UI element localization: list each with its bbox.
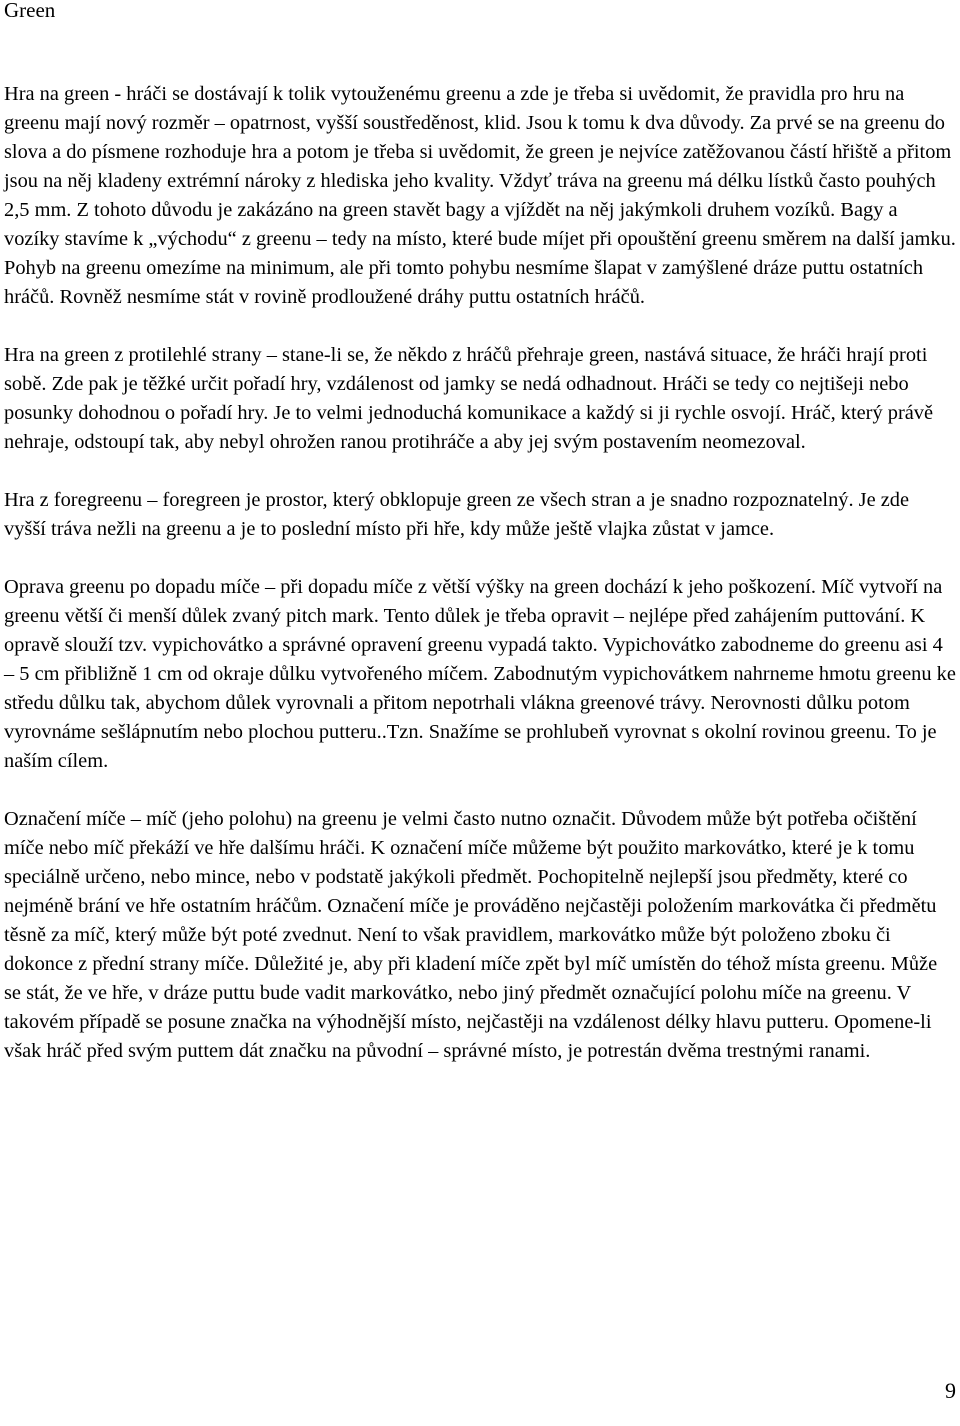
- document-body: [4, 80, 956, 1066]
- paragraph-hra-z-protilehle-strany: Hra na green z protilehlé strany – stane-li se, že někdo z hráčů přehraje green, nastává situace, že hráči hrají proti sobě. Zde pak je těžké určit pořadí hry, vzdálenost od jamky se nedá odhadnout. Hráči se tedy co nejtišeji nebo posunky dohodnou o pořadí hry. Je to velmi jednoduchá komunikace a každý si ji rychle osvojí. Hráč, který právě nehraje, odstoupí tak, aby nebyl ohrožen ranou protihráče a aby jej svým postavením neomezoval.: [4, 344, 934, 453]
- paragraph-hra-na-green: Hra na green - hráči se dostávají k tolik vytouženému greenu a zde je třeba si uvědomit, že pravidla pro hru na greenu mají nový rozměr – opatrnost, vyšší soustředěnost, klid. Jsou k tomu k dva důvody. Za prvé se na greenu do slova a do písmene rozhoduje hra a potom je třeba si uvědomit, že green je nejvíce zatěžovanou částí hřiště a přitom jsou na něj kladeny extrémní nároky z hlediska jeho kvality. Vždyť tráva na greenu má délku lístků často pouhých 2,5 mm. Z tohoto důvodu je zakázáno na green stavět bagy a vjíždět na něj jakýmkoli druhem vozíků. Bagy a vozíky stavíme k „východu“ z greenu – tedy na místo, které bude míjet při opouštění greenu směrem na další jamku. Pohyb na greenu omezíme na minimum, ale při tomto pohybu nesmíme šlapat v zamýšlené dráze puttu ostatních hráčů. Rovněž nesmíme stát v rovině prodloužené dráhy puttu ostatních hráčů.: [4, 83, 956, 308]
- page-title: Green: [4, 0, 56, 22]
- paragraph-hra-z-foregreenu: Hra z foregreenu – foregreen je prostor, který obklopuje green ze všech stran a je snadno rozpoznatelný. Je zde vyšší tráva nežli na greenu a je to poslední místo při hře, kdy může ještě vlajka zůstat v jamce.: [4, 489, 910, 540]
- paragraph-oznaceni-mice: Označení míče – míč (jeho polohu) na greenu je velmi často nutno označit. Důvodem může být potřeba očištění míče nebo míč překáží ve hře dalšímu hráči. K označení míče můžeme být použito markovátko, které je k tomu speciálně určeno, nebo mince, nebo v podstatě jakýkoli předmět. Pochopitelně nejlepší jsou předměty, které co nejméně brání ve hře ostatním hráčům. Označení míče je prováděno nejčastěji položením markovátka či předmětu těsně za míč, který může být poté zvednut. Není to však pravidlem, markovátko může být položeno zboku či dokonce z přední strany míče. Důležité je, aby při kladení míče zpět byl míč umístěn do téhož místa greenu. Může se stát, že ve hře, v dráze puttu bude vadit markovátko, nebo jiný předmět označující polohu míče na greenu. V takovém případě se posune značka na výhodnější místo, nejčastěji na vzdálenost délky hlavu putteru. Opomene-li však hráč před svým puttem dát značku na původní – správné místo, je potrestán dvěma trestnými ranami.: [4, 808, 938, 1062]
- paragraph-oprava-greenu: Oprava greenu po dopadu míče – při dopadu míče z větší výšky na green dochází k jeho poškození. Míč vytvoří na greenu větší či menší důlek zvaný pitch mark. Tento důlek je třeba opravit – nejlépe před zahájením puttování. K opravě slouží tzv. vypichovátko a správné opravení greenu vypadá takto. Vypichovátko zabodneme do greenu asi 4 – 5 cm přibližně 1 cm od okraje důlku vytvořeného míčem. Zabodnutým vypichovátkem nahrneme hmotu greenu ke středu důlku tak, abychom důlek vyrovnali a přitom nepotrhali vlákna greenové trávy. Nerovnosti důlku potom vyrovnáme sešlápnutím nebo plochou putteru..Tzn. Snažíme se prohlubeň vyrovnat s okolní rovinou greenu. To je naším cílem.: [4, 576, 956, 772]
- page-number: 9: [945, 1378, 956, 1403]
